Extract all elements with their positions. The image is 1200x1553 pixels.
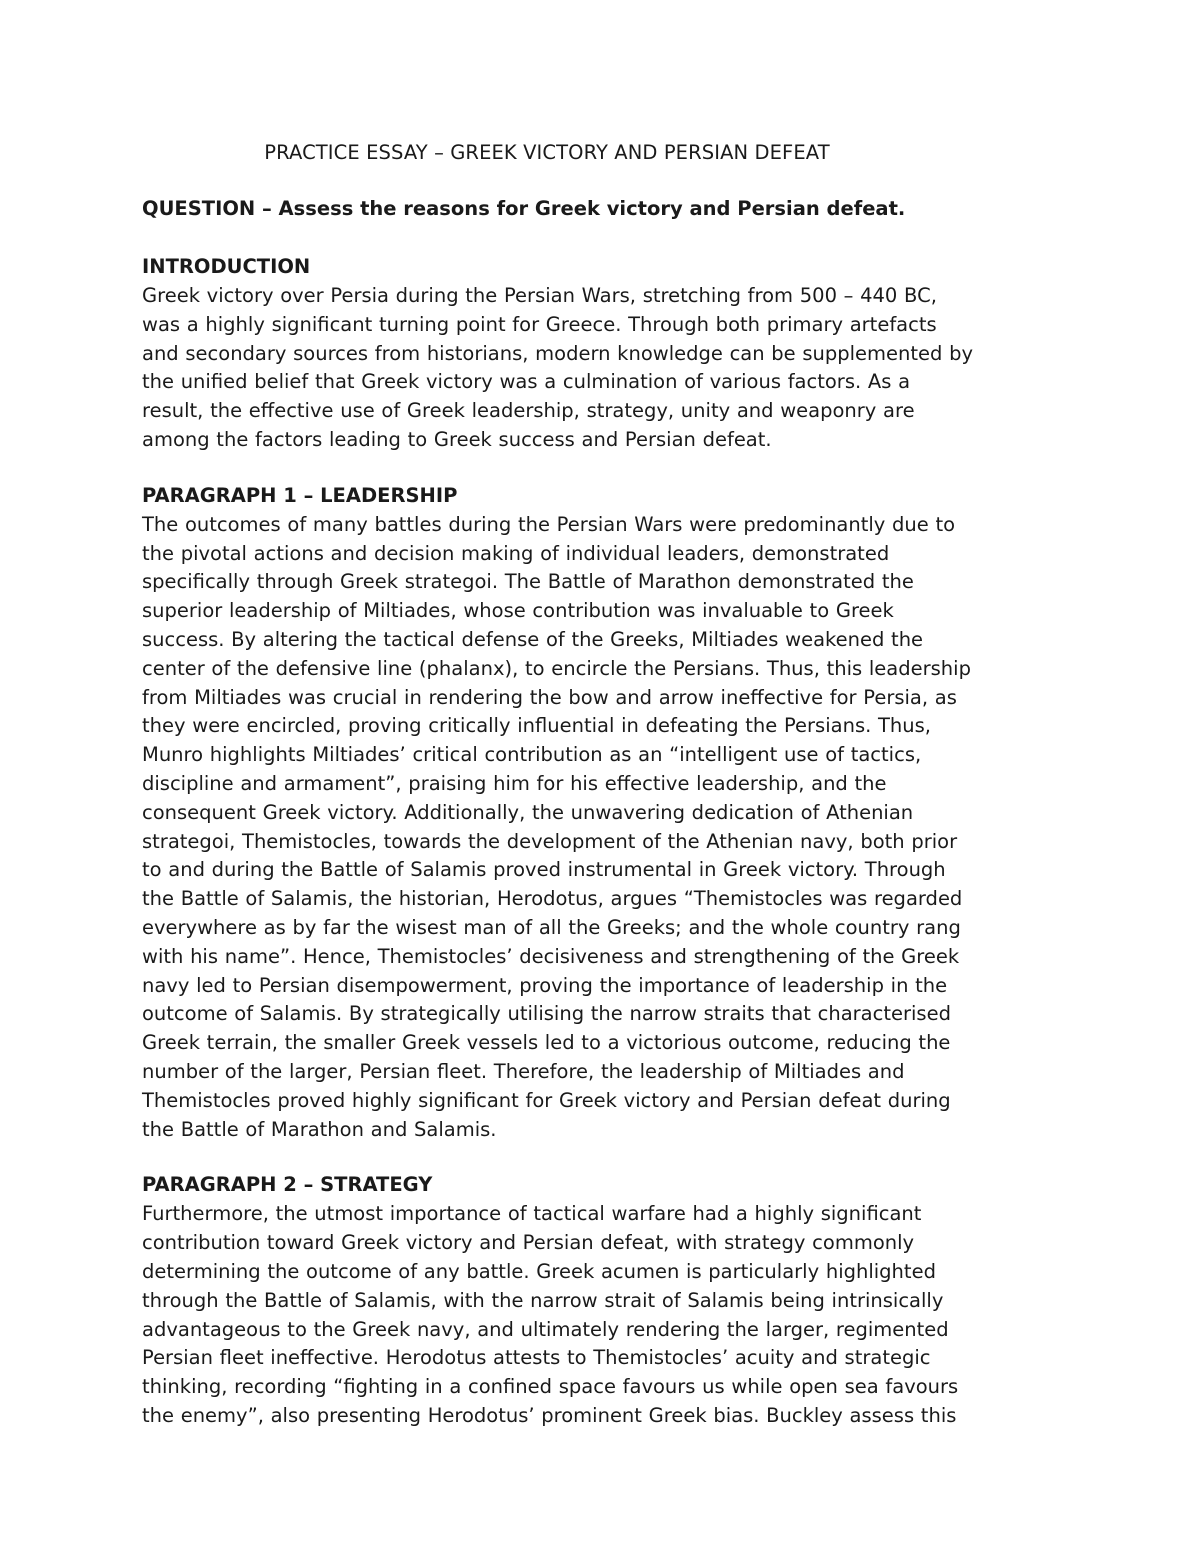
text-line: result, the effective use of Greek leadership, strategy, unity and weaponry are: [142, 399, 915, 423]
text-line: discipline and armament”, praising him for his effective leadership, and the: [142, 771, 887, 795]
text-line: the enemy”, also presenting Herodotus’ prominent Greek bias. Buckley assess this: [142, 1403, 957, 1427]
text-line: the unified belief that Greek victory was a culmination of various factors. As a: [142, 370, 911, 394]
text-line: Persian fleet ineffective. Herodotus attests to Themistocles’ acuity and strategic: [142, 1346, 931, 1370]
document-page: [142, 138, 1082, 1457]
section-body: [142, 1200, 1082, 1430]
text-line: determining the outcome of any battle. Greek acumen is particularly highlighted: [142, 1259, 936, 1283]
text-line: advantageous to the Greek navy, and ultimately rendering the larger, regimented: [142, 1317, 949, 1341]
text-line: superior leadership of Miltiades, whose contribution was invaluable to Greek: [142, 599, 894, 623]
section-introduction: [142, 252, 1082, 455]
section-leadership: [142, 481, 1082, 1145]
text-line: everywhere as by far the wisest man of all the Greeks; and the whole country rang: [142, 915, 961, 939]
text-line: the Battle of Marathon and Salamis.: [142, 1117, 497, 1141]
text-line: number of the larger, Persian fleet. Therefore, the leadership of Miltiades and: [142, 1059, 905, 1083]
text-line: Greek victory over Persia during the Persian Wars, stretching from 500 – 440 BC,: [142, 284, 937, 307]
text-line: they were encircled, proving critically influential in defeating the Persians. Thus,: [142, 714, 931, 738]
text-line: outcome of Salamis. By strategically utilising the narrow straits that characterised: [142, 1002, 951, 1026]
section-heading: PARAGRAPH 2 – STRATEGY: [142, 1173, 433, 1197]
text-line: Greek terrain, the smaller Greek vessels led to a victorious outcome, reducing the: [142, 1031, 951, 1055]
text-line: to and during the Battle of Salamis proved instrumental in Greek victory. Through: [142, 858, 946, 882]
text-line: through the Battle of Salamis, with the narrow strait of Salamis being intrinsically: [142, 1288, 944, 1312]
text-line: Munro highlights Miltiades’ critical contribution as an “intelligent use of tactics,: [142, 743, 922, 767]
text-line: center of the defensive line (phalanx), to encircle the Persians. Thus, this leadership: [142, 656, 971, 680]
text-line: from Miltiades was crucial in rendering the bow and arrow ineffective for Persia, as: [142, 685, 957, 709]
section-body: [142, 511, 1082, 1145]
section-body: [142, 282, 1082, 455]
document-title-text: PRACTICE ESSAY – GREEK VICTORY AND PERSIAN DEFEAT: [264, 141, 830, 164]
text-line: strategoi, Themistocles, towards the development of the Athenian navy, both prior: [142, 829, 958, 853]
text-line: and secondary sources from historians, modern knowledge can be supplemented by: [142, 341, 974, 365]
text-line: the pivotal actions and decision making of individual leaders, demonstrated: [142, 541, 890, 565]
text-line: success. By altering the tactical defense of the Greeks, Miltiades weakened the: [142, 627, 924, 651]
text-line: specifically through Greek strategoi. The Battle of Marathon demonstrated the: [142, 570, 914, 594]
text-line: The outcomes of many battles during the Persian Wars were predominantly due to: [142, 512, 956, 536]
text-line: consequent Greek victory. Additionally, the unwavering dedication of Athenian: [142, 800, 914, 824]
section-heading: INTRODUCTION: [142, 255, 311, 278]
section-heading: PARAGRAPH 1 – LEADERSHIP: [142, 483, 458, 507]
text-line: the Battle of Salamis, the historian, Herodotus, argues “Themistocles was regarded: [142, 887, 963, 911]
section-strategy: [142, 1170, 1082, 1430]
text-line: among the factors leading to Greek success and Persian defeat.: [142, 427, 772, 451]
text-line: was a highly significant turning point for Greece. Through both primary artefacts: [142, 312, 937, 336]
text-line: navy led to Persian disempowerment, proving the importance of leadership in the: [142, 973, 948, 997]
text-line: with his name”. Hence, Themistocles’ decisiveness and strengthening of the Greek: [142, 944, 960, 968]
text-line: Furthermore, the utmost importance of tactical warfare had a highly significant: [142, 1202, 922, 1226]
text-line: contribution toward Greek victory and Persian defeat, with strategy commonly: [142, 1231, 915, 1255]
text-line: thinking, recording “fighting in a confined space favours us while open sea favours: [142, 1375, 959, 1399]
essay-question: QUESTION – Assess the reasons for Greek victory and Persian defeat.: [142, 197, 906, 220]
document-title: [0, 138, 1093, 168]
text-line: Themistocles proved highly significant for Greek victory and Persian defeat during: [142, 1088, 951, 1112]
